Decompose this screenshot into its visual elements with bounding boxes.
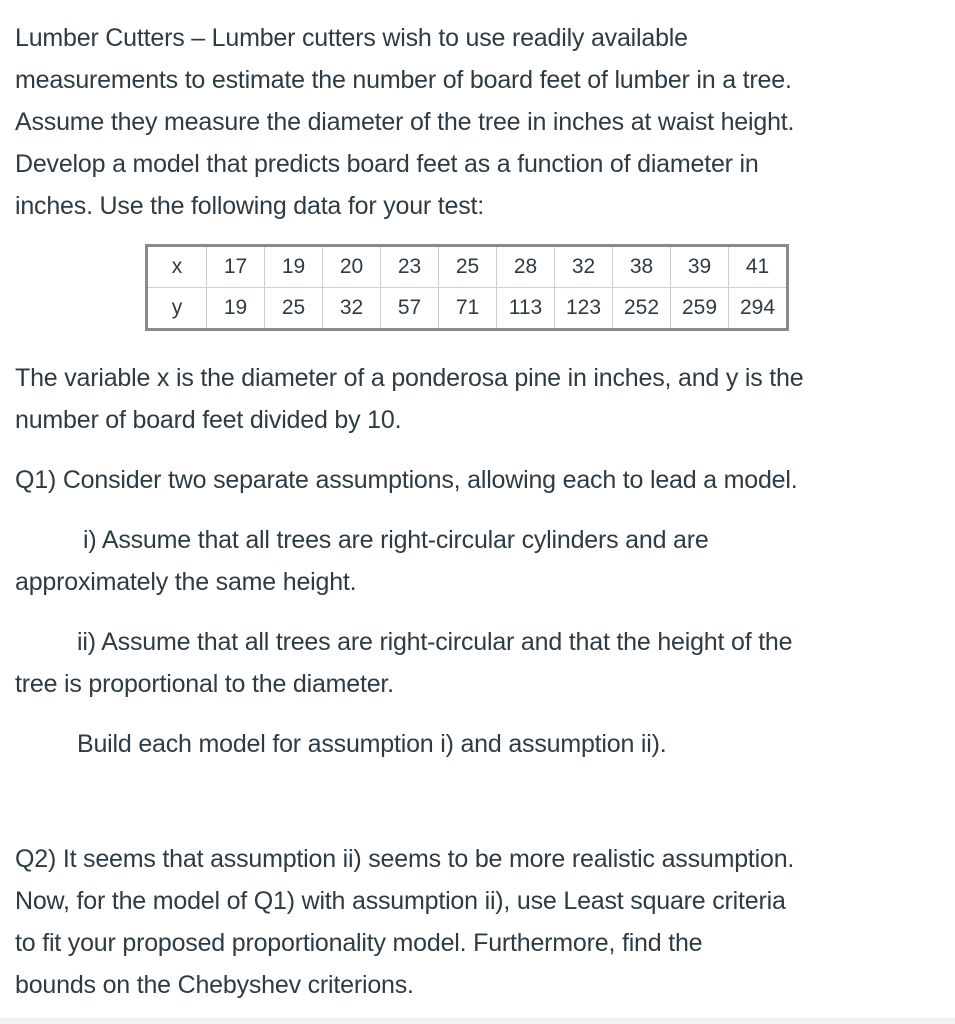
q2-line: bounds on the Chebyshev criterions. xyxy=(15,971,414,999)
x-cell: 25 xyxy=(439,246,497,288)
intro-line: Assume they measure the diameter of the tree in inches at waist height. xyxy=(15,108,795,136)
y-cell: 71 xyxy=(439,288,497,330)
q1-assumption-ii xyxy=(15,621,935,705)
x-cell: 39 xyxy=(671,246,729,288)
table-row-x xyxy=(147,246,788,288)
variable-note-paragraph xyxy=(15,357,935,441)
q1-build-instruction xyxy=(15,723,935,765)
q2-paragraph xyxy=(15,838,935,1006)
intro-line: Lumber Cutters – Lumber cutters wish to use readily available xyxy=(15,24,688,52)
q1-heading-text: Q1) Consider two separate assumptions, allowing each to lead a model. xyxy=(15,466,798,494)
assumption-i-line: approximately the same height. xyxy=(15,568,357,596)
note-line: number of board feet divided by 10. xyxy=(15,406,402,434)
q1-heading xyxy=(15,459,935,501)
x-cell: 28 xyxy=(497,246,555,288)
row-label-x: x xyxy=(147,246,207,288)
y-cell: 294 xyxy=(729,288,788,330)
x-cell: 17 xyxy=(207,246,265,288)
y-cell: 252 xyxy=(613,288,671,330)
intro-line: Develop a model that predicts board feet as a function of diameter in xyxy=(15,150,759,178)
y-cell: 57 xyxy=(381,288,439,330)
x-cell: 41 xyxy=(729,246,788,288)
y-cell: 259 xyxy=(671,288,729,330)
note-line: The variable x is the diameter of a ponderosa pine in inches, and y is the xyxy=(15,364,804,392)
q2-line: to fit your proposed proportionality model. Furthermore, find the xyxy=(15,929,703,957)
assumption-i-line: i) Assume that all trees are right-circular cylinders and are xyxy=(83,526,709,554)
x-cell: 19 xyxy=(265,246,323,288)
q2-line: Now, for the model of Q1) with assumption ii), use Least square criteria xyxy=(15,887,786,915)
y-cell: 113 xyxy=(497,288,555,330)
x-cell: 23 xyxy=(381,246,439,288)
q1-assumption-i xyxy=(15,519,935,603)
build-text: Build each model for assumption i) and assumption ii). xyxy=(77,730,667,758)
intro-line: measurements to estimate the number of board feet of lumber in a tree. xyxy=(15,66,792,94)
y-cell: 123 xyxy=(555,288,613,330)
assumption-ii-line: tree is proportional to the diameter. xyxy=(15,670,394,698)
y-cell: 19 xyxy=(207,288,265,330)
bottom-edge xyxy=(0,1018,955,1024)
y-cell: 25 xyxy=(265,288,323,330)
y-cell: 32 xyxy=(323,288,381,330)
x-cell: 38 xyxy=(613,246,671,288)
intro-paragraph xyxy=(15,17,935,227)
q2-line: Q2) It seems that assumption ii) seems to be more realistic assumption. xyxy=(15,845,795,873)
assumption-ii-line: ii) Assume that all trees are right-circular and that the height of the xyxy=(77,628,793,656)
x-cell: 32 xyxy=(555,246,613,288)
table-row-y xyxy=(147,288,788,330)
intro-line: inches. Use the following data for your test: xyxy=(15,192,485,220)
x-cell: 20 xyxy=(323,246,381,288)
data-table xyxy=(145,244,789,331)
row-label-y: y xyxy=(147,288,207,330)
